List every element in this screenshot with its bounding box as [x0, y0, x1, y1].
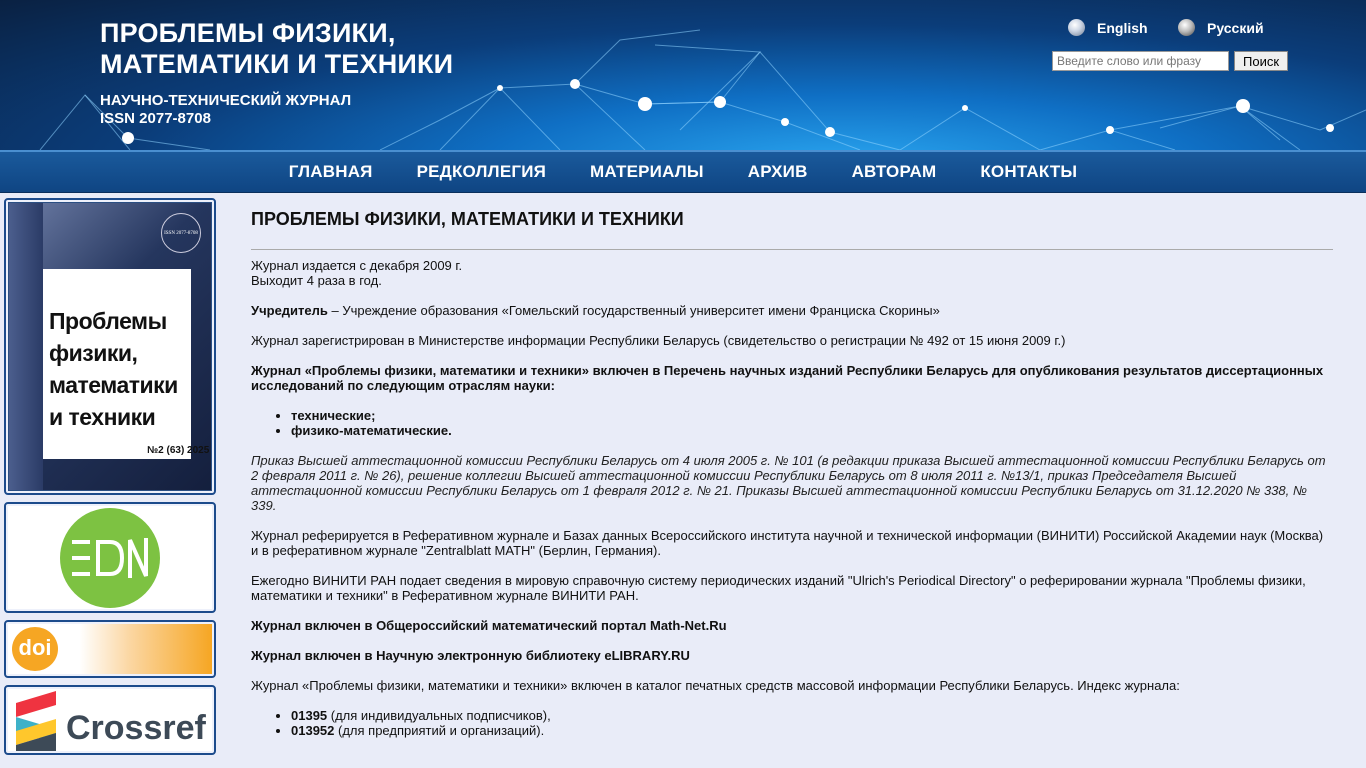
index-desc: (для индивидуальных подписчиков),	[327, 708, 551, 723]
lang-english-label: English	[1097, 19, 1148, 36]
nav-contacts[interactable]: КОНТАКТЫ	[980, 162, 1078, 181]
crossref-logo-link[interactable]	[4, 685, 216, 755]
edn-logo-icon	[58, 506, 162, 610]
nav-archive[interactable]: АРХИВ	[747, 162, 808, 181]
main-content	[251, 196, 1333, 753]
index-code: 013952	[291, 723, 335, 738]
edn-logo-link[interactable]	[4, 502, 216, 613]
registration-paragraph: Журнал зарегистрирован в Министерстве информации Республики Беларусь (свидетельство о регистрации № 492 от 15 июня 2009 г.)	[251, 333, 1066, 348]
elibrary-paragraph: Журнал включен в Научную электронную библиотеку eLIBRARY.RU	[251, 648, 690, 663]
site-title[interactable]	[100, 18, 453, 80]
search-form	[1052, 51, 1288, 71]
founder-text: – Учреждение образования «Гомельский государственный университет имени Франциска Скорины»	[327, 303, 940, 318]
cover-title-line: и техники	[49, 404, 156, 430]
abstracting-paragraph: Журнал реферируется в Реферативном журнале и Базах данных Всероссийского института научной и технической информации (ВИНИТИ) Российской Академии наук (Москва) и в реферативном журнале "Zentralblatt MATH" (Берлин, Германия).	[251, 528, 1324, 558]
cover-title-line: физики,	[49, 340, 138, 366]
journal-issn: ISSN 2077-8708	[100, 110, 211, 127]
sidebar	[4, 198, 216, 762]
published-since: Журнал издается с декабря 2009 г.	[251, 258, 463, 273]
nav-editorial-board[interactable]: РЕДКОЛЛЕГИЯ	[416, 162, 547, 181]
list-item	[291, 723, 1333, 738]
cover-issue-number: №2 (63) 2025	[147, 445, 210, 456]
crossref-logo	[8, 689, 212, 751]
cover-title-line: Проблемы	[49, 308, 167, 334]
founder-label: Учредитель	[251, 303, 328, 318]
cover-issn-seal: ISSN 2077-8708	[161, 213, 201, 253]
page-title: ПРОБЛЕМЫ ФИЗИКИ, МАТЕМАТИКИ И ТЕХНИКИ	[251, 209, 684, 229]
site-subtitle	[100, 92, 351, 128]
frequency: Выходит 4 раза в год.	[251, 273, 382, 288]
journal-cover-image	[8, 202, 212, 491]
mathnet-paragraph: Журнал включен в Общероссийский математический портал Math-Net.Ru	[251, 618, 727, 633]
nav-materials[interactable]: МАТЕРИАЛЫ	[590, 162, 704, 181]
globe-icon	[1068, 19, 1085, 36]
hak-order-paragraph: Приказ Высшей аттестационной комиссии Республики Беларусь от 4 июля 2005 г. № 101 (в редакции приказа Высшей аттестационной комиссии Республики Беларусь от 2 февраля 2011 г. № 26), решение коллегии Высшей аттестационной комиссии Республики Беларусь от 8 июля 2011 г. №13/1, приказ Председателя Высшей аттестационной комиссии Республики Беларусь от 1 февраля 2012 г. № 21. Приказы Высшей аттестационной комиссии Республики Беларусь от 31.12.2020 № 338, № 339.	[251, 453, 1326, 513]
search-input[interactable]	[1052, 51, 1229, 71]
doi-logo-link[interactable]	[4, 620, 216, 678]
search-button[interactable]: Поиск	[1234, 51, 1288, 71]
nav-authors[interactable]: АВТОРАМ	[851, 162, 937, 181]
doi-logo	[8, 624, 212, 674]
lang-russian-link[interactable]	[1178, 19, 1264, 36]
crossref-logo-icon	[12, 691, 68, 751]
main-nav	[0, 150, 1366, 193]
cover-title	[49, 305, 178, 433]
science-branches-list	[291, 408, 1333, 438]
doi-logo-icon: doi	[12, 627, 58, 671]
lang-english-link[interactable]	[1068, 19, 1148, 36]
subscription-index-list	[291, 708, 1333, 738]
crossref-wordmark: Crossref	[66, 709, 206, 747]
journal-cover-link[interactable]	[4, 198, 216, 495]
journal-type: НАУЧНО-ТЕХНИЧЕСКИЙ ЖУРНАЛ	[100, 92, 352, 109]
index-desc: (для предприятий и организаций).	[334, 723, 545, 738]
site-title-line1: ПРОБЛЕМЫ ФИЗИКИ,	[100, 18, 396, 48]
globe-icon	[1178, 19, 1195, 36]
lang-russian-label: Русский	[1207, 19, 1264, 36]
edn-logo	[8, 506, 212, 609]
cover-title-line: математики	[49, 372, 178, 398]
nav-home[interactable]: ГЛАВНАЯ	[288, 162, 373, 181]
publication-info	[251, 258, 1333, 288]
list-item: • физико-математические.	[291, 423, 1333, 438]
title-divider	[251, 249, 1333, 250]
site-header	[0, 0, 1366, 150]
list-item: • технические;	[291, 408, 1333, 423]
founder-paragraph	[251, 303, 1333, 318]
site-title-line2: МАТЕМАТИКИ И ТЕХНИКИ	[100, 49, 454, 79]
index-code: 01395	[291, 708, 328, 723]
catalog-paragraph: Журнал «Проблемы физики, математики и техники» включен в каталог печатных средств массовой информации Республики Беларусь. Индекс журнала:	[251, 678, 1180, 693]
cover-spine	[9, 203, 43, 490]
ulrichs-paragraph: Ежегодно ВИНИТИ РАН подает сведения в мировую справочную систему периодических изданий "Ulrich's Periodical Directory" о реферировании журнала "Проблемы физики, математики и техники" в Реферативном журнале ВИНИТИ РАН.	[251, 573, 1306, 603]
list-item	[291, 708, 1333, 723]
hak-list-paragraph: Журнал «Проблемы физики, математики и техники» включен в Перечень научных изданий Республики Беларусь для опубликования результатов диссертационных исследований по следующим отраслям науки:	[251, 363, 1324, 393]
